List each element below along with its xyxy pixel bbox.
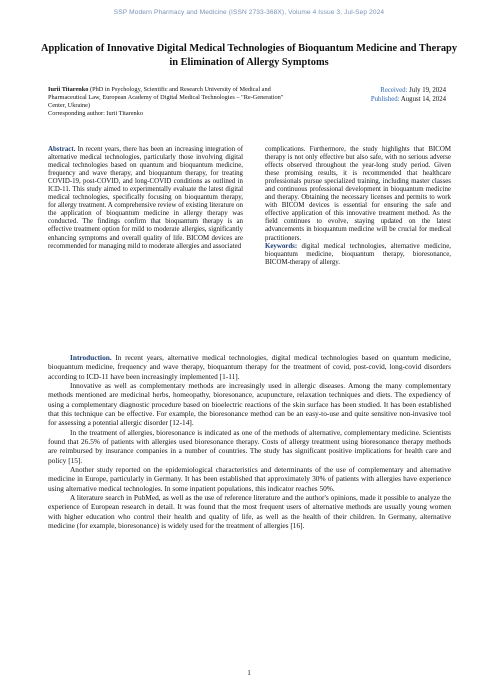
abstract-right-column — [265, 146, 451, 267]
received-label: Received: — [380, 87, 408, 94]
paper-title: Application of Innovative Digital Medical Technologies of Bioquantum Medicine and Therapy in Elimination of Allergy Symptoms — [40, 43, 458, 68]
keywords-text: digital medical technologies, alternative medicine, bioquantum medicine, bioquantum therapy, bioresonance, BICOM-therapy of allergy. — [265, 242, 451, 266]
author-name: Iurii Titarenko — [48, 86, 89, 93]
published-label: Published: — [370, 96, 400, 104]
corresponding-author: Corresponding author: Iurii Titarenko — [48, 110, 143, 118]
paragraph-4: Another study reported on the epidemiological characteristics and determinants of the use of complementary and alternative medicine in Europe, particularly in Germany. It has been established that approximately 30% of patients with allergies have experience using alternative medical technologies. In some inpatient populations, this indicator reaches 50%. — [48, 464, 451, 493]
intro-label: Introduction. — [70, 353, 112, 362]
paragraph-2: Innovative as well as complementary methods are increasingly used in allergic diseases. Among the many complementary methods mentioned are medicinal herbs, homeopathy, bioresonance, acupuncture, relaxation techniques and diets. The expediency of using a complementary diagnostic procedure based on bioelectric reactions of the skin surface has been studied. It has been established that this technique can be effective. For example, the bioresonance method can be an easy-to-use and quite sensitive non-invasive tool for assessing a potential allergic disorder [12-14]. — [48, 380, 451, 428]
main-body — [48, 353, 451, 530]
abstract-text-left: In recent years, there has been an increasing integration of alternative medical technologies, particularly those involving digital medical technologies based on quantum and bioquantum medicine, frequency and wave therapy, and bioquantum therapy, for treating COVID-19, post-COVID, and long-COVID conditions as outlined in ICD-11. This study aimed to experimentally evaluate the latest digital medical technologies, specifically focusing on bioquantum therapy, for allergy treatment. A comprehensive review of existing literature on the application of bioquantum medicine in allergy therapy was conducted. The findings confirm that bioquantum therapy is an effective treatment option for mild to moderate allergies, significantly enhancing symptoms and overall quality of life. BICOM devices are recommended for managing mild to moderate allergies and associated — [48, 146, 243, 250]
abstract-text-right: complications. Furthermore, the study highlights that BICOM therapy is not only effective but also safe, with no serious adverse effects observed throughout the year-long study period. Given these promising results, it is recommended that healthcare professionals pursue specialized training, including master classes and continuous professional development in bioquantum medicine and therapy. Obtaining the necessary licenses and permits to work with BICOM devices is essential for ensuring the safe and effective application of this innovative treatment method. As the field continues to evolve, staying updated on the latest advancements in bioquantum medicine will be crucial for medical practitioners. — [265, 146, 451, 242]
keywords-label: Keywords: — [265, 242, 298, 250]
intro-text: In recent years, alternative medical technologies, digital medical technologies based on quantum medicine, bioquantum medicine, frequency and wave therapy, bioquantum therapy for the treatment of covid, post-covid, long-covid disorders according to ICD-11 have been increasingly implemented [1-11]. — [48, 353, 451, 381]
received-value: July 19, 2024 — [409, 87, 446, 94]
paragraph-3: In the treatment of allergies, bioresonance is indicated as one of the methods of alternative, complementary medicine. Scientists found that 26.5% of patients with allergies used bioresonance therapy. Costs of allergy treatment using bioresonance therapy methods are reimbursed by insurance companies in a number of countries. The study has significant positive implications for health care and policy [15]. — [48, 427, 451, 465]
author-block — [48, 86, 294, 118]
publication-dates — [322, 86, 446, 105]
author-line — [48, 86, 294, 110]
paragraph-5: A literature search in PubMed, as well as the use of reference literature and the author's opinions, made it possible to analyze the experience of European research in detail. It was found that the most frequent users of alternative methods are usually young women with higher education who control their health and quality of life, as well as the health of their children. In Germany, alternative medicine (for example, bioresonance) is widely used for the treatment of allergies [16]. — [48, 492, 451, 530]
author-affiliation: (PhD in Psychology, Scientific and Research University of Medical and Pharmaceutical Law, European Academy of Digital Medical Technologies – "Re-Generation" Center, Ukraine) — [48, 86, 284, 110]
intro-paragraph — [48, 353, 451, 381]
abstract-label: Abstract. — [48, 146, 76, 153]
abstract-left-column — [48, 146, 243, 251]
published-value: August 14, 2024 — [400, 96, 446, 104]
journal-header: SSP Modern Pharmacy and Medicine (ISSN 2733-368X), Volume 4 Issue 3, Jul-Sep 2024 — [113, 9, 385, 16]
page-number: 1 — [247, 669, 251, 677]
received-date — [322, 86, 446, 95]
published-date — [322, 95, 446, 104]
